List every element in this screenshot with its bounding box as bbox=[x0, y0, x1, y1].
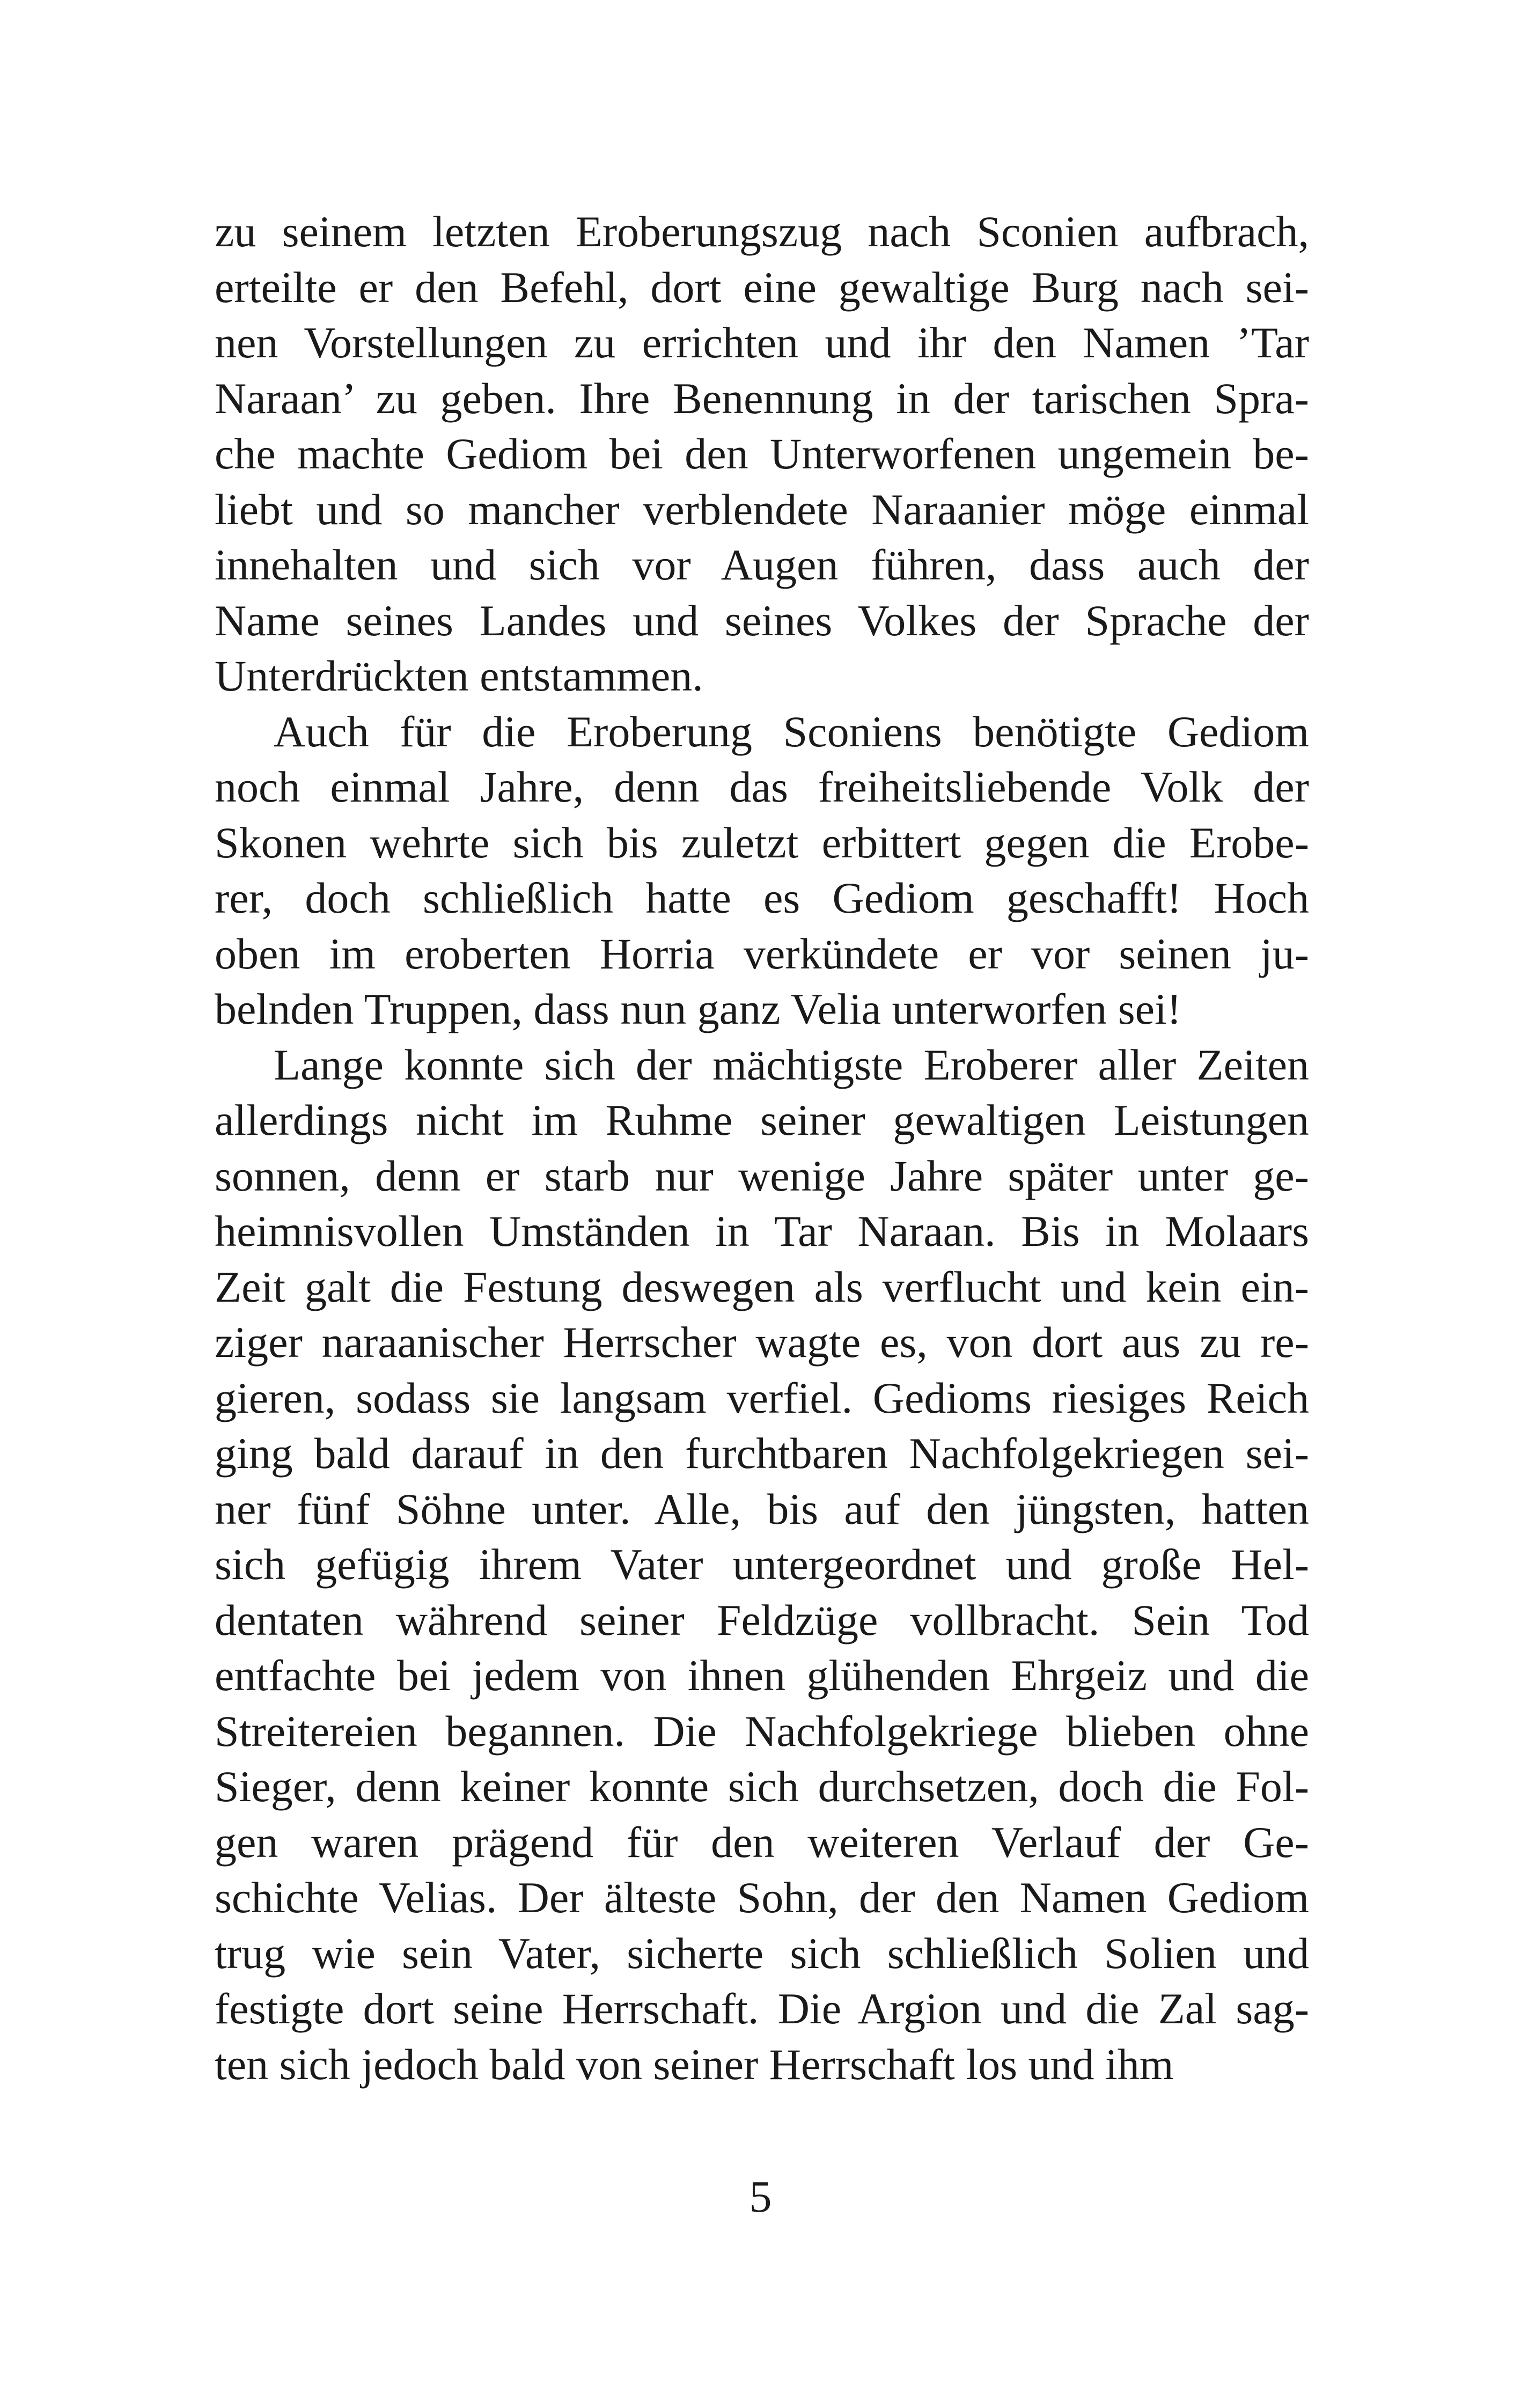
page-number: 5 bbox=[749, 2172, 772, 2222]
text-line: Unterdrückten entstammen. bbox=[215, 651, 703, 700]
text-line: Zeit galt die Festung deswegen als verflucht und kein ein- bbox=[215, 1262, 1309, 1311]
text-line: heimnisvollen Umständen in Tar Naraan. Bis in Molaars bbox=[215, 1207, 1309, 1256]
text-line: ner fünf Söhne unter. Alle, bis auf den jüngsten, hatten bbox=[215, 1484, 1309, 1533]
text-line: Auch für die Eroberung Sconiens benötigte Gediom bbox=[274, 707, 1309, 756]
text-line: belnden Truppen, dass nun ganz Velia unterworfen sei! bbox=[215, 985, 1182, 1033]
text-line: ziger naraanischer Herrscher wagte es, von dort aus zu re- bbox=[215, 1318, 1309, 1367]
text-line: gen waren prägend für den weiteren Verlauf der Ge- bbox=[215, 1817, 1309, 1867]
body-text bbox=[215, 204, 1309, 2092]
text-line: erteilte er den Befehl, dort eine gewaltige Burg nach sei- bbox=[215, 262, 1309, 312]
text-line: allerdings nicht im Ruhme seiner gewaltigen Leistungen bbox=[215, 1096, 1309, 1144]
text-line: schichte Velias. Der älteste Sohn, der den Namen Gediom bbox=[215, 1873, 1309, 1922]
paragraph bbox=[215, 1037, 1309, 2093]
text-line: liebt und so mancher verblendete Naraanier möge einmal bbox=[215, 484, 1309, 534]
text-line: entfachte bei jedem von ihnen glühenden Ehrgeiz und die bbox=[215, 1651, 1309, 1700]
text-line: Streitereien begannen. Die Nachfolgekriege blieben ohne bbox=[215, 1706, 1309, 1756]
text-line: oben im eroberten Horria verkündete er vor seinen ju- bbox=[215, 929, 1309, 978]
text-line: ging bald darauf in den furchtbaren Nachfolgekriegen sei- bbox=[215, 1429, 1309, 1478]
text-line: sonnen, denn er starb nur wenige Jahre später unter ge- bbox=[215, 1151, 1309, 1200]
text-line: rer, doch schließlich hatte es Gediom geschafft! Hoch bbox=[215, 873, 1309, 922]
text-line: Skonen wehrte sich bis zuletzt erbittert gegen die Erobe- bbox=[215, 818, 1309, 867]
text-line: Lange konnte sich der mächtigste Eroberer aller Zeiten bbox=[274, 1040, 1309, 1089]
text-line: Naraan’ zu geben. Ihre Benennung in der tarischen Spra- bbox=[215, 373, 1309, 423]
paragraph bbox=[215, 704, 1309, 1037]
text-line: innehalten und sich vor Augen führen, dass auch der bbox=[215, 540, 1309, 589]
text-line: ten sich jedoch bald von seiner Herrschaft los und ihm bbox=[215, 2039, 1174, 2089]
text-line: noch einmal Jahre, denn das freiheitsliebende Volk der bbox=[215, 762, 1309, 811]
text-line: zu seinem letzten Eroberungszug nach Sconien aufbrach, bbox=[215, 207, 1309, 256]
paragraph bbox=[215, 204, 1309, 704]
text-line: festigte dort seine Herrschaft. Die Argion und die Zal sag- bbox=[215, 1984, 1309, 2033]
text-line: trug wie sein Vater, sicherte sich schließlich Solien und bbox=[215, 1928, 1309, 1978]
text-line: sich gefügig ihrem Vater untergeordnet und große Hel- bbox=[215, 1540, 1309, 1589]
text-line: Name seines Landes und seines Volkes der Sprache der bbox=[215, 596, 1309, 645]
text-line: dentaten während seiner Feldzüge vollbracht. Sein Tod bbox=[215, 1595, 1309, 1645]
text-line: che machte Gediom bei den Unterworfenen ungemein be- bbox=[215, 429, 1309, 478]
text-line: Sieger, denn keiner konnte sich durchsetzen, doch die Fol- bbox=[215, 1762, 1309, 1811]
text-line: gieren, sodass sie langsam verfiel. Gedioms riesiges Reich bbox=[215, 1373, 1309, 1422]
text-line: nen Vorstellungen zu errichten und ihr den Namen ’Tar bbox=[215, 318, 1309, 367]
